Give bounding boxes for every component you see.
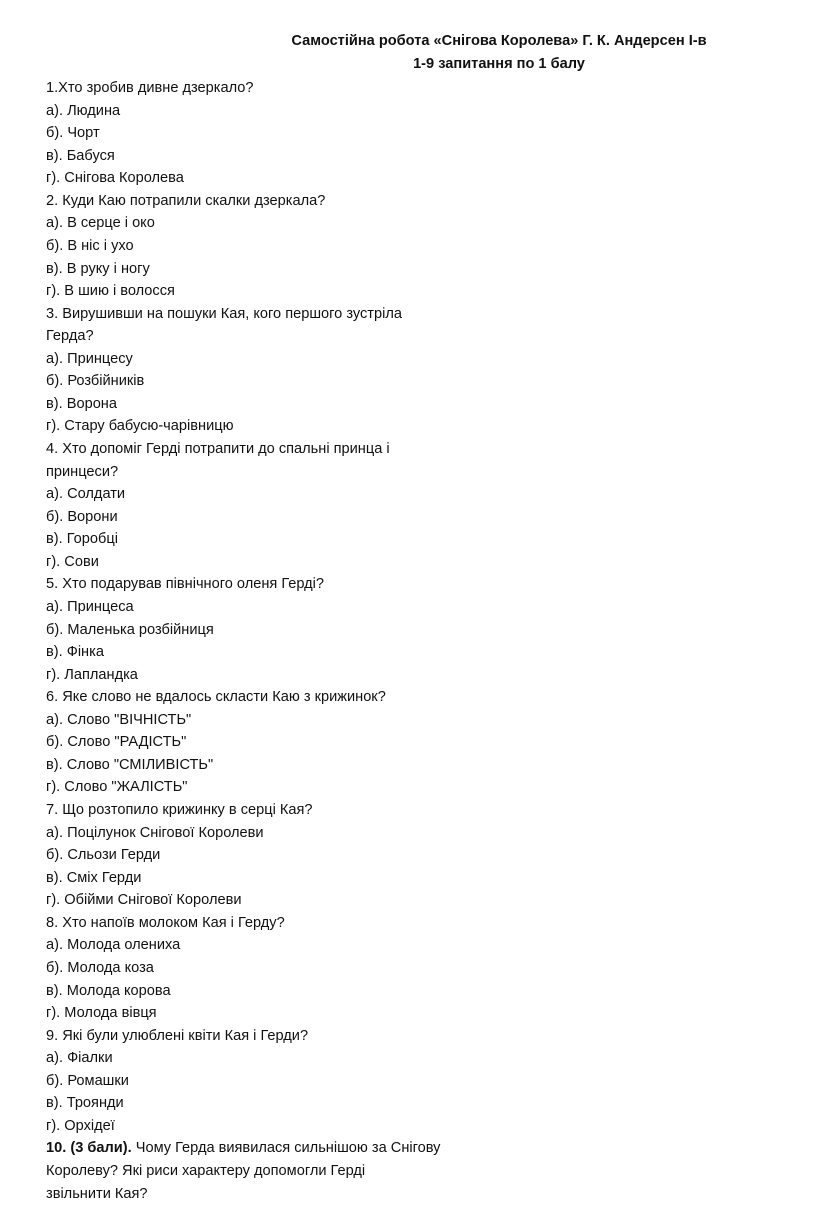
answer-option: б). Ромашки: [46, 1072, 129, 1089]
answer-option: г). Сови: [46, 553, 99, 570]
question-text: 6. Яке слово не вдалось скласти Каю з крижинок?: [46, 689, 386, 706]
answer-option: а). Солдати: [46, 486, 126, 503]
question-text-span: Чому Герда виявилася сильнішою за Снігову: [131, 1140, 441, 1157]
answer-option: г). Молода вівця: [46, 1005, 157, 1022]
answer-option: а). Фіалки: [46, 1050, 113, 1067]
questions-list: [46, 77, 440, 1205]
answer-option: г). В шию і волосся: [46, 283, 175, 300]
answer-option: б). Молода коза: [46, 959, 154, 976]
question-text: принцеси?: [46, 463, 119, 480]
answer-option: в). Фінка: [46, 644, 104, 661]
answer-option: в). В руку і ногу: [46, 260, 150, 277]
answer-option: г). Стару бабусю-чарівницю: [46, 418, 234, 435]
answer-option: б). Маленька розбійниця: [46, 621, 214, 638]
question-text: звільнити Кая?: [46, 1185, 148, 1202]
answer-option: в). Бабуся: [46, 147, 115, 164]
question-block: [46, 438, 440, 573]
question-text: Королеву? Які риси характеру допомогли Герді: [46, 1163, 366, 1179]
answer-option: б). В ніс і ухо: [46, 237, 134, 254]
answer-option: г). Обійми Снігової Королеви: [46, 892, 242, 909]
answer-option: г). Слово "ЖАЛІСТЬ": [46, 779, 188, 796]
answer-option: в). Ворона: [46, 395, 117, 412]
answer-option: а). В серце і око: [46, 215, 155, 232]
question-text: 4. Хто допоміг Герді потрапити до спальні принца і: [46, 441, 390, 457]
answer-option: б). Сльози Герди: [46, 847, 161, 864]
question-block: [46, 190, 440, 303]
question-block: [46, 1025, 440, 1138]
question-block: [46, 573, 440, 686]
question-text: 9. Які були улюблені квіти Кая і Герди?: [46, 1027, 309, 1044]
answer-option: г). Лапландка: [46, 666, 138, 683]
answer-option: б). Слово "РАДІСТЬ": [46, 734, 187, 751]
question-text: 2. Куди Каю потрапили скалки дзеркала?: [46, 192, 326, 209]
answer-option: б). Чорт: [46, 125, 100, 142]
answer-option: а). Поцілунок Снігової Королеви: [46, 824, 264, 841]
final-question-block: [46, 1137, 440, 1205]
question-block: [46, 686, 440, 799]
answer-option: б). Ворони: [46, 508, 118, 525]
question-text: 5. Хто подарував північного оленя Герді?: [46, 576, 325, 593]
question-text: 3. Вирушивши на пошуки Кая, кого першого зустріла: [46, 305, 402, 322]
question-block: [46, 799, 440, 912]
question-text: 1.Хто зробив дивне дзеркало?: [46, 80, 254, 96]
answer-option: в). Сміх Герди: [46, 869, 142, 886]
question-block: [46, 77, 440, 190]
answer-option: г). Снігова Королева: [46, 170, 184, 187]
answer-option: в). Троянди: [46, 1095, 124, 1112]
question-text: 7. Що розтопило крижинку в серці Кая?: [46, 802, 313, 818]
question-text: 8. Хто напоїв молоком Кая і Герду?: [46, 914, 285, 931]
question-text: Герда?: [46, 328, 94, 345]
document-title: Самостійна робота «Снігова Королева» Г. К. Андерсен І-в: [291, 33, 707, 49]
answer-option: в). Молода корова: [46, 982, 171, 999]
answer-option: б). Розбійників: [46, 373, 145, 390]
answer-option: в). Слово "СМІЛИВІСТЬ": [46, 756, 214, 773]
answer-option: а). Принцеса: [46, 598, 134, 615]
answer-option: а). Слово "ВІЧНІСТЬ": [46, 711, 192, 728]
document-subtitle: 1-9 запитання по 1 балу: [413, 56, 585, 72]
points-label: 10. (3 бали).: [46, 1140, 132, 1157]
question-block: [46, 303, 440, 438]
answer-option: а). Молода олениха: [46, 937, 181, 954]
question-text: [46, 1137, 440, 1160]
answer-option: в). Горобці: [46, 531, 118, 548]
answer-option: а). Принцесу: [46, 350, 133, 367]
answer-option: а). Людина: [46, 102, 121, 119]
question-block: [46, 912, 440, 1025]
answer-option: г). Орхідеї: [46, 1117, 115, 1134]
